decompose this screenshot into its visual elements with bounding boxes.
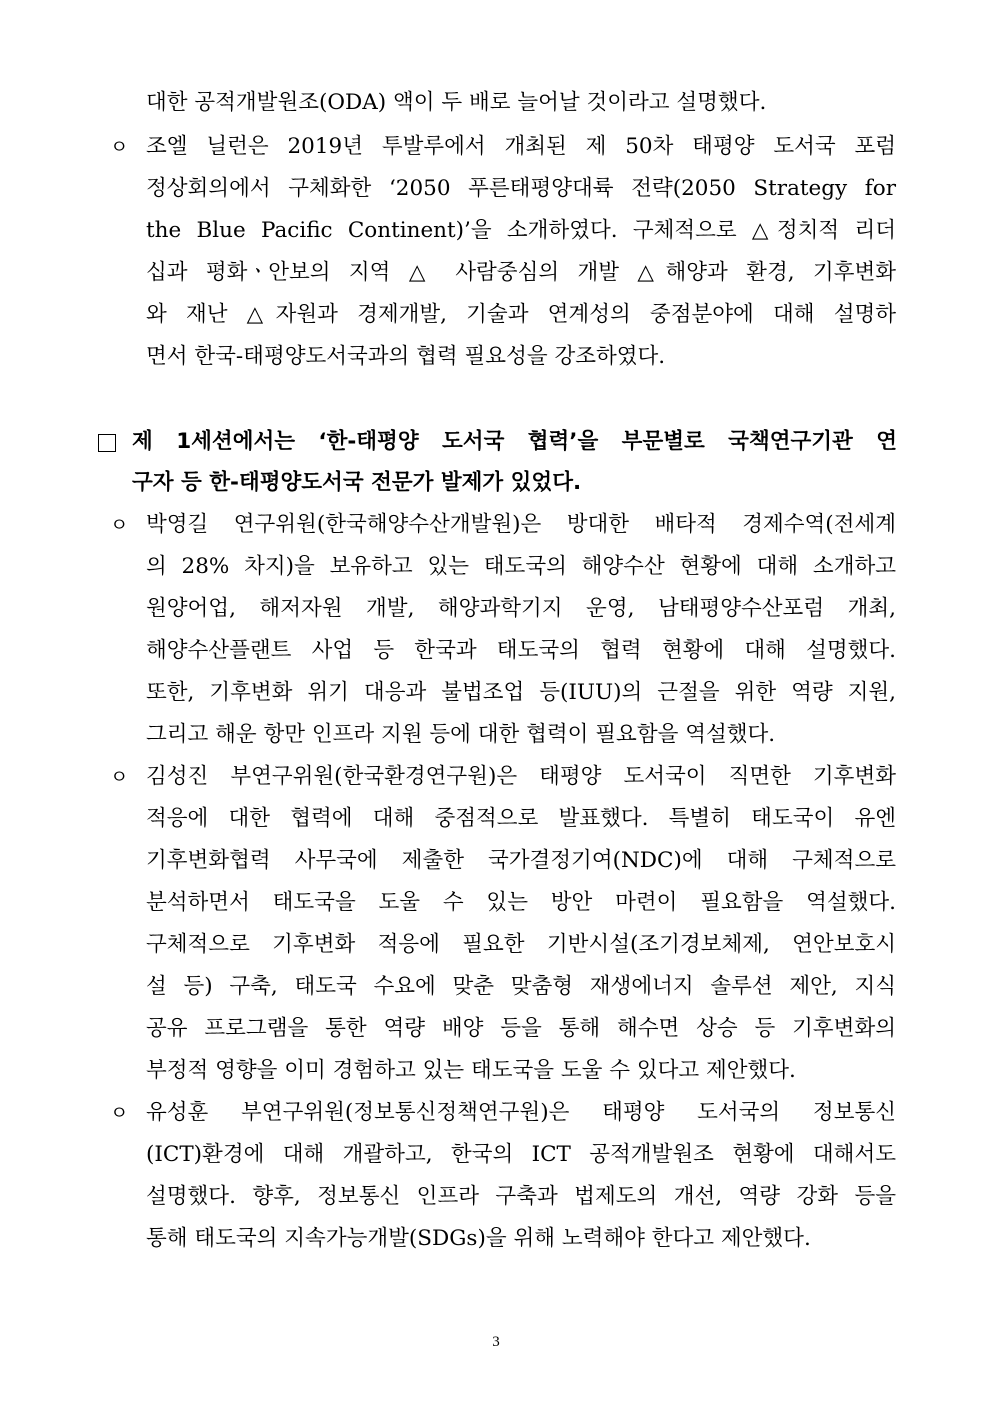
paragraph-2-line: 그리고 해운 항만 인프라 지원 등에 대한 협력이 필요함을 역설했다. <box>146 722 776 747</box>
paragraph-1-line: 면서 한국-태평양도서국과의 협력 필요성을 강조하였다. <box>146 344 666 369</box>
paragraph-1-line: 정상회의에서 구체화한 ‘2050 푸른태평양대륙 전략(2050 Strategy for <box>146 176 896 201</box>
continuation-line: 대한 공적개발원조(ODA) 액이 두 배로 늘어날 것이라고 설명했다. <box>146 90 767 115</box>
paragraph-2-line: 해양수산플랜트 사업 등 한국과 태도국의 협력 현황에 대해 설명했다. <box>146 638 896 663</box>
paragraph-4-line: 유성훈 부연구위원(정보통신정책연구원)은 태평양 도서국의 정보통신 <box>146 1100 896 1125</box>
paragraph-2-line: 또한, 기후변화 위기 대응과 불법조업 등(IUU)의 근절을 위한 역량 지원, <box>146 680 896 705</box>
bullet-marker: ㅇ <box>110 136 129 158</box>
bullet-marker: ㅇ <box>110 1102 129 1124</box>
paragraph-3-line: 기후변화협력 사무국에 제출한 국가결정기여(NDC)에 대해 구체적으로 <box>146 848 896 873</box>
section-heading-line: 제 1세션에서는 ‘한-태평양 도서국 협력’을 부문별로 국책연구기관 연 <box>132 429 897 454</box>
paragraph-2-line: 박영길 연구위원(한국해양수산개발원)은 방대한 배타적 경제수역(전세계 <box>146 512 896 537</box>
bullet-marker: ㅇ <box>110 514 129 536</box>
section-heading-line: 구자 등 한-태평양도서국 전문가 발제가 있었다. <box>132 470 582 495</box>
paragraph-4-line: (ICT)환경에 대해 개괄하고, 한국의 ICT 공적개발원조 현황에 대해서도 <box>146 1142 896 1167</box>
paragraph-3-line: 공유 프로그램을 통한 역량 배양 등을 통해 해수면 상승 등 기후변화의 <box>146 1016 896 1041</box>
paragraph-3-line: 김성진 부연구위원(한국환경연구원)은 태평양 도서국이 직면한 기후변화 <box>146 764 896 789</box>
paragraph-3-line: 구체적으로 기후변화 적응에 필요한 기반시설(조기경보체제, 연안보호시 <box>146 932 896 957</box>
paragraph-2-line: 의 28% 차지)을 보유하고 있는 태도국의 해양수산 현황에 대해 소개하고 <box>146 554 896 579</box>
paragraph-2-line: 원양어업, 해저자원 개발, 해양과학기지 운영, 남태평양수산포럼 개최, <box>146 596 896 621</box>
page-number: 3 <box>492 1334 500 1350</box>
paragraph-3-line: 분석하면서 태도국을 도울 수 있는 방안 마련이 필요함을 역설했다. <box>146 890 896 915</box>
paragraph-1-line: 와 재난 △자원과 경제개발, 기술과 연계성의 중점분야에 대해 설명하 <box>146 302 896 327</box>
paragraph-1-line: the Blue Pacific Continent)’을 소개하였다. 구체적으로 △정치적 리더 <box>146 218 896 243</box>
paragraph-1-line: 조엘 닐런은 2019년 투발루에서 개최된 제 50차 태평양 도서국 포럼 <box>146 134 896 159</box>
paragraph-4-line: 설명했다. 향후, 정보통신 인프라 구축과 법제도의 개선, 역량 강화 등을 <box>146 1184 896 1209</box>
paragraph-4-line: 통해 태도국의 지속가능개발(SDGs)을 위해 노력해야 한다고 제안했다. <box>146 1226 811 1251</box>
paragraph-1-line: 십과 평화ㆍ안보의 지역 △ 사람중심의 개발 △해양과 환경, 기후변화 <box>146 260 896 285</box>
checkbox-square-icon <box>98 434 116 452</box>
paragraph-3-line: 적응에 대한 협력에 대해 중점적으로 발표했다. 특별히 태도국이 유엔 <box>146 806 896 831</box>
paragraph-3-line: 부정적 영향을 이미 경험하고 있는 태도국을 도울 수 있다고 제안했다. <box>146 1058 796 1083</box>
paragraph-3-line: 설 등) 구축, 태도국 수요에 맞춘 맞춤형 재생에너지 솔루션 제안, 지식 <box>146 974 896 999</box>
bullet-marker: ㅇ <box>110 766 129 788</box>
